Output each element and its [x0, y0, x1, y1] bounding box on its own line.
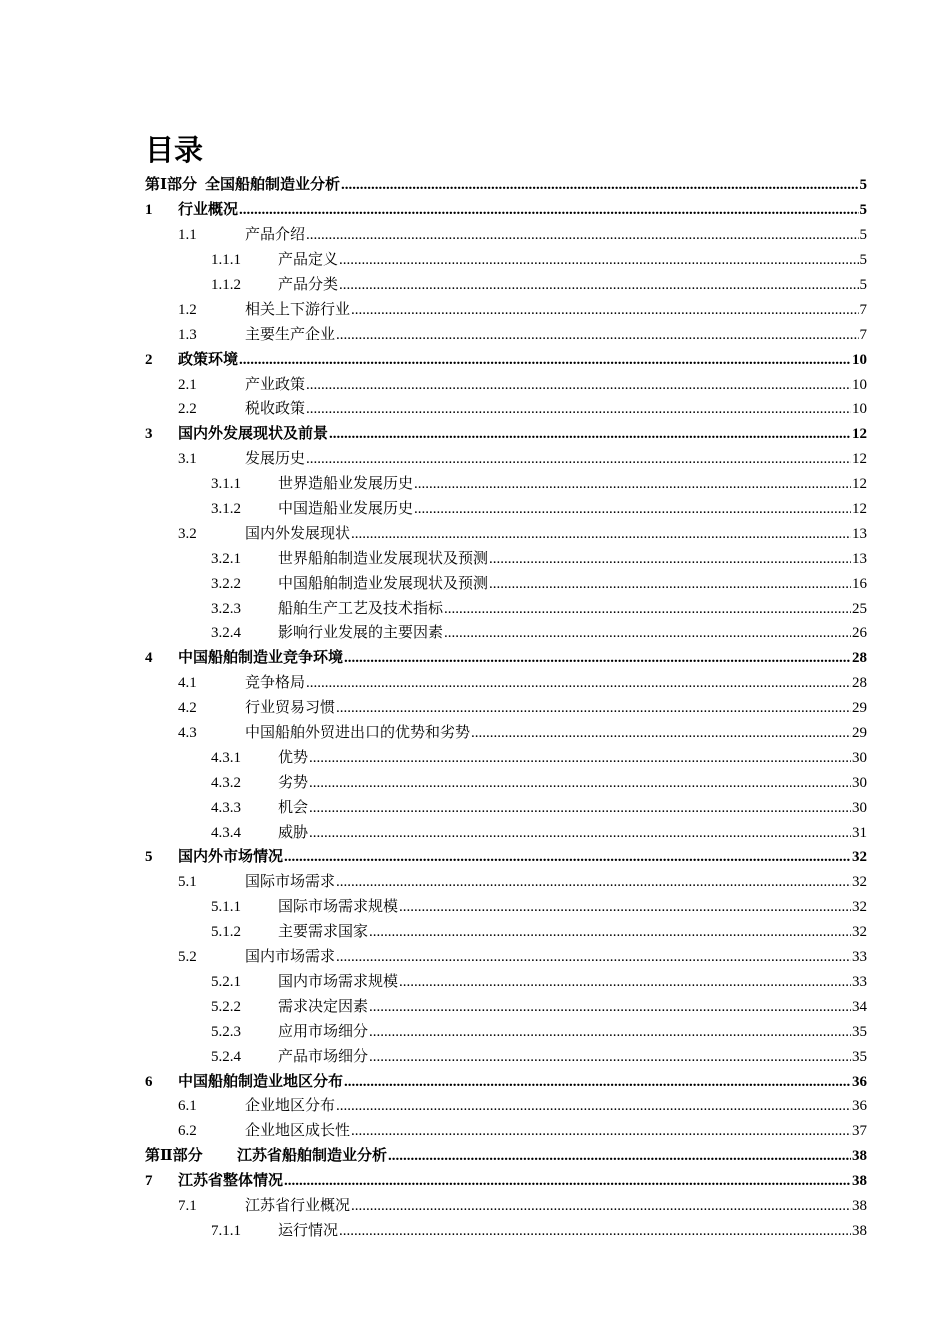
toc-entry-page-number: 13 [852, 525, 867, 542]
toc-entry[interactable] [145, 1094, 867, 1119]
toc-entry-number: 5.1 [178, 874, 197, 891]
toc-dot-leader [369, 1048, 851, 1066]
toc-entry-number: 3.2.2 [211, 575, 241, 592]
toc-dot-leader [339, 276, 858, 294]
toc-dot-leader [369, 998, 851, 1016]
toc-entry-page-number: 32 [852, 874, 867, 891]
toc-entry-title: 主要需求国家 [278, 924, 369, 941]
toc-entry-page-number: 5 [859, 252, 867, 269]
toc-entry[interactable] [145, 223, 867, 248]
toc-entry[interactable] [145, 920, 867, 945]
toc-dot-leader [306, 376, 851, 394]
toc-entry[interactable] [145, 173, 867, 198]
toc-entry-title: 江苏省行业概况 [245, 1197, 351, 1214]
toc-entry-number: 1 [145, 202, 153, 219]
toc-dot-leader [239, 351, 851, 369]
toc-dot-leader [306, 226, 858, 244]
toc-entry[interactable] [145, 1144, 867, 1169]
toc-entry-number: 7.1.1 [211, 1222, 241, 1239]
toc-entry-number: 4.3.4 [211, 824, 241, 841]
toc-entry-number: 1.3 [178, 326, 197, 343]
toc-entry-page-number: 38 [852, 1222, 867, 1239]
toc-entry-title: 行业概况 [178, 202, 239, 219]
toc-entry[interactable] [145, 745, 867, 770]
toc-dot-leader [336, 1097, 851, 1115]
toc-entry[interactable] [145, 472, 867, 497]
toc-entry-title: 产品介绍 [245, 227, 306, 244]
toc-entry-title: 全国船舶制造业分析 [205, 177, 341, 194]
toc-entry-number: 4 [145, 650, 153, 667]
toc-dot-leader [399, 973, 851, 991]
toc-entry-title: 中国船舶制造业地区分布 [178, 1073, 344, 1090]
toc-entry-page-number: 5 [859, 227, 867, 244]
toc-entry-page-number: 12 [852, 451, 867, 468]
toc-entry-number: 3.2 [178, 525, 197, 542]
toc-entry-title: 主要生产企业 [245, 326, 336, 343]
toc-entry-title: 税收政策 [245, 401, 306, 418]
toc-dot-leader [344, 649, 851, 667]
toc-dot-leader [306, 400, 851, 418]
toc-dot-leader [306, 674, 851, 692]
toc-entry-number: 3 [145, 426, 153, 443]
toc-entry-number: 3.1 [178, 451, 197, 468]
toc-entry-number: 第Ⅱ部分 [145, 1148, 203, 1165]
toc-entry-number: 3.2.3 [211, 600, 241, 617]
toc-entry-title: 产品定义 [278, 252, 339, 269]
toc-entry-title: 产品市场细分 [278, 1048, 369, 1065]
toc-entry-number: 4.3.1 [211, 749, 241, 766]
toc-entry-number: 1.1.1 [211, 252, 241, 269]
toc-entry[interactable] [145, 571, 867, 596]
toc-dot-leader [336, 699, 851, 717]
toc-entry-page-number: 30 [852, 774, 867, 791]
toc-dot-leader [444, 624, 851, 642]
toc-dot-leader [489, 575, 851, 593]
toc-entry[interactable] [145, 621, 867, 646]
toc-entry[interactable] [145, 1194, 867, 1219]
toc-entry-title: 产品分类 [278, 277, 339, 293]
toc-dot-leader [369, 923, 851, 941]
toc-entry-page-number: 36 [852, 1098, 867, 1115]
toc-entry-number: 7 [145, 1173, 153, 1190]
toc-entry-title: 国际市场需求规模 [278, 899, 399, 916]
toc-entry[interactable] [145, 945, 867, 970]
toc-dot-leader [471, 724, 851, 742]
toc-entry-number: 5 [145, 849, 153, 866]
toc-entry-title: 产业政策 [245, 376, 306, 393]
toc-entry[interactable] [145, 1218, 867, 1243]
toc-entry-title: 世界造船业发展历史 [278, 476, 414, 493]
toc-dot-leader [351, 1197, 851, 1215]
toc-dot-leader [351, 301, 858, 319]
toc-entry-title: 劣势 [278, 774, 309, 791]
toc-entry-title: 影响行业发展的主要因素 [278, 625, 444, 642]
toc-entry-title: 国内外发展现状 [245, 525, 351, 542]
toc-dot-leader [339, 251, 858, 269]
toc-entry-title: 竞争格局 [245, 675, 306, 692]
toc-dot-leader [309, 749, 851, 767]
toc-entry[interactable] [145, 1119, 867, 1144]
toc-dot-leader [339, 1222, 851, 1240]
toc-dot-leader [336, 326, 858, 344]
toc-dot-leader [336, 873, 851, 891]
toc-entry-number: 1.1 [178, 227, 197, 244]
toc-entry[interactable] [145, 970, 867, 995]
toc-entry-number: 第Ⅰ部分 [145, 177, 198, 194]
toc-entry-number: 6.1 [178, 1098, 197, 1115]
toc-entry-title: 发展历史 [245, 451, 306, 468]
toc-entry[interactable] [145, 820, 867, 845]
toc-dot-leader [239, 201, 858, 219]
toc-entry[interactable] [145, 422, 867, 447]
toc-entry-page-number: 28 [852, 675, 867, 692]
toc-entry-page-number: 30 [852, 749, 867, 766]
toc-entry-title: 中国造船业发展历史 [278, 501, 414, 518]
toc-entry-page-number: 25 [852, 600, 867, 617]
toc-entry-title: 船舶生产工艺及技术指标 [278, 600, 444, 617]
toc-entry-page-number: 10 [852, 351, 867, 368]
toc-dot-leader [351, 525, 851, 543]
toc-entry-title: 江苏省船舶制造业分析 [237, 1148, 388, 1165]
toc-dot-leader [369, 1023, 851, 1041]
toc-entry-page-number: 5 [859, 202, 867, 219]
toc-entry-title: 国内外发展现状及前景 [178, 426, 329, 443]
toc-entry[interactable] [145, 845, 867, 870]
toc-entry-number: 1.2 [178, 301, 197, 318]
toc-entry-number: 5.1.1 [211, 899, 241, 916]
toc-dot-leader [414, 475, 851, 493]
toc-entry[interactable] [145, 770, 867, 795]
toc-entry-title: 优势 [278, 749, 309, 766]
toc-entry-page-number: 7 [859, 301, 867, 318]
toc-entry[interactable] [145, 596, 867, 621]
toc-entry[interactable] [145, 273, 867, 298]
toc-entry-page-number: 16 [852, 575, 867, 592]
toc-entry-number: 2 [145, 351, 153, 368]
toc-entry-number: 2.1 [178, 376, 197, 393]
toc-entry-page-number: 32 [852, 924, 867, 941]
toc-entry-page-number: 12 [852, 426, 867, 443]
toc-entry[interactable] [145, 447, 867, 472]
toc-entry-page-number: 38 [852, 1173, 867, 1190]
toc-entry[interactable] [145, 1069, 867, 1094]
toc-entry-number: 3.2.4 [211, 625, 241, 642]
toc-entry-title: 企业地区成长性 [245, 1123, 351, 1140]
toc-entry[interactable] [145, 1019, 867, 1044]
toc-dot-leader [399, 898, 851, 916]
toc-entry[interactable] [145, 297, 867, 322]
toc-entry-page-number: 5 [859, 277, 867, 293]
toc-entry[interactable] [145, 895, 867, 920]
toc-entry[interactable] [145, 696, 867, 721]
table-of-contents [145, 173, 867, 1243]
toc-entry-number: 5.1.2 [211, 924, 241, 941]
toc-entry-title: 国际市场需求 [245, 874, 336, 891]
toc-entry-page-number: 37 [852, 1123, 867, 1140]
toc-entry[interactable] [145, 497, 867, 522]
toc-entry-title: 国内市场需求 [245, 949, 336, 966]
toc-entry-title: 企业地区分布 [245, 1098, 336, 1115]
toc-entry-page-number: 13 [852, 550, 867, 567]
toc-dot-leader [309, 824, 851, 842]
toc-entry-page-number: 35 [852, 1023, 867, 1040]
toc-entry-page-number: 12 [852, 476, 867, 493]
toc-entry[interactable] [145, 372, 867, 397]
toc-dot-leader [284, 848, 851, 866]
toc-entry-number: 4.1 [178, 675, 197, 692]
toc-entry[interactable] [145, 546, 867, 571]
toc-dot-leader [351, 1122, 851, 1140]
toc-dot-leader [284, 1172, 851, 1190]
toc-entry-number: 6 [145, 1073, 153, 1090]
toc-entry-title: 国内外市场情况 [178, 849, 284, 866]
toc-entry[interactable] [145, 397, 867, 422]
toc-dot-leader [444, 600, 851, 618]
toc-entry-title: 中国船舶制造业发展现状及预测 [278, 575, 489, 592]
toc-entry-number: 4.3 [178, 725, 197, 742]
toc-entry-number: 7.1 [178, 1197, 197, 1214]
toc-dot-leader [309, 799, 851, 817]
toc-entry-page-number: 7 [859, 326, 867, 343]
toc-entry-page-number: 10 [852, 376, 867, 393]
toc-entry-number: 3.1.1 [211, 476, 241, 493]
toc-entry-page-number: 35 [852, 1048, 867, 1065]
toc-entry-page-number: 10 [852, 401, 867, 418]
toc-entry[interactable] [145, 521, 867, 546]
toc-entry-title: 机会 [278, 799, 309, 816]
toc-entry-title: 需求决定因素 [278, 998, 369, 1015]
toc-entry-page-number: 36 [852, 1073, 867, 1090]
toc-entry-page-number: 38 [852, 1148, 867, 1165]
toc-entry-title: 国内市场需求规模 [278, 973, 399, 990]
toc-entry-page-number: 33 [852, 973, 867, 990]
toc-entry-number: 5.2.2 [211, 998, 241, 1015]
toc-entry-title: 行业贸易习惯 [245, 700, 336, 717]
toc-entry[interactable] [145, 994, 867, 1019]
toc-entry-number: 4.2 [178, 700, 197, 717]
toc-entry-title: 中国船舶制造业竞争环境 [178, 650, 344, 667]
toc-entry-page-number: 38 [852, 1197, 867, 1214]
toc-entry-number: 5.2.1 [211, 973, 241, 990]
toc-entry-title: 政策环境 [178, 351, 239, 368]
toc-entry-number: 4.3.2 [211, 774, 241, 791]
toc-entry-number: 2.2 [178, 401, 197, 418]
toc-entry-page-number: 34 [852, 998, 867, 1015]
toc-entry-title: 威胁 [278, 824, 309, 841]
toc-dot-leader [341, 176, 858, 194]
toc-entry-number: 3.1.2 [211, 501, 241, 518]
toc-entry-page-number: 30 [852, 799, 867, 816]
toc-entry[interactable] [145, 248, 867, 273]
toc-entry-title: 江苏省整体情况 [178, 1173, 284, 1190]
toc-dot-leader [489, 550, 851, 568]
toc-entry[interactable] [145, 721, 867, 746]
toc-dot-leader [329, 425, 851, 443]
toc-dot-leader [344, 1073, 851, 1091]
toc-entry-title: 世界船舶制造业发展现状及预测 [278, 550, 489, 567]
toc-entry-number: 5.2.3 [211, 1023, 241, 1040]
toc-entry-page-number: 12 [852, 501, 867, 518]
toc-entry-page-number: 26 [852, 625, 867, 642]
toc-entry[interactable] [145, 795, 867, 820]
toc-dot-leader [414, 500, 851, 518]
toc-dot-leader [336, 948, 851, 966]
toc-entry-number: 4.3.3 [211, 799, 241, 816]
toc-entry[interactable] [145, 646, 867, 671]
toc-entry-number: 5.2.4 [211, 1048, 241, 1065]
toc-entry-title: 应用市场细分 [278, 1023, 369, 1040]
toc-entry[interactable] [145, 671, 867, 696]
toc-entry-title: 相关上下游行业 [245, 301, 351, 318]
toc-entry-title: 中国船舶外贸进出口的优势和劣势 [245, 725, 471, 742]
toc-dot-leader [309, 774, 851, 792]
toc-entry[interactable] [145, 1169, 867, 1194]
toc-entry-page-number: 5 [859, 177, 867, 194]
toc-entry-page-number: 28 [852, 650, 867, 667]
toc-entry-page-number: 31 [852, 824, 867, 841]
toc-dot-leader [388, 1147, 851, 1165]
toc-entry-number: 3.2.1 [211, 550, 241, 567]
toc-entry[interactable] [145, 1044, 867, 1069]
toc-entry-page-number: 29 [852, 700, 867, 717]
toc-entry-page-number: 33 [852, 949, 867, 966]
toc-entry-number: 1.1.2 [211, 277, 241, 293]
toc-entry-page-number: 29 [852, 725, 867, 742]
toc-dot-leader [306, 450, 851, 468]
toc-entry[interactable] [145, 322, 867, 347]
toc-entry[interactable] [145, 347, 867, 372]
toc-entry[interactable] [145, 198, 867, 223]
toc-entry-title: 运行情况 [278, 1222, 339, 1239]
toc-entry-number: 6.2 [178, 1123, 197, 1140]
toc-entry[interactable] [145, 870, 867, 895]
toc-entry-page-number: 32 [852, 849, 867, 866]
toc-title: 目录 [145, 133, 204, 167]
toc-entry-number: 5.2 [178, 949, 197, 966]
toc-entry-page-number: 32 [852, 899, 867, 916]
